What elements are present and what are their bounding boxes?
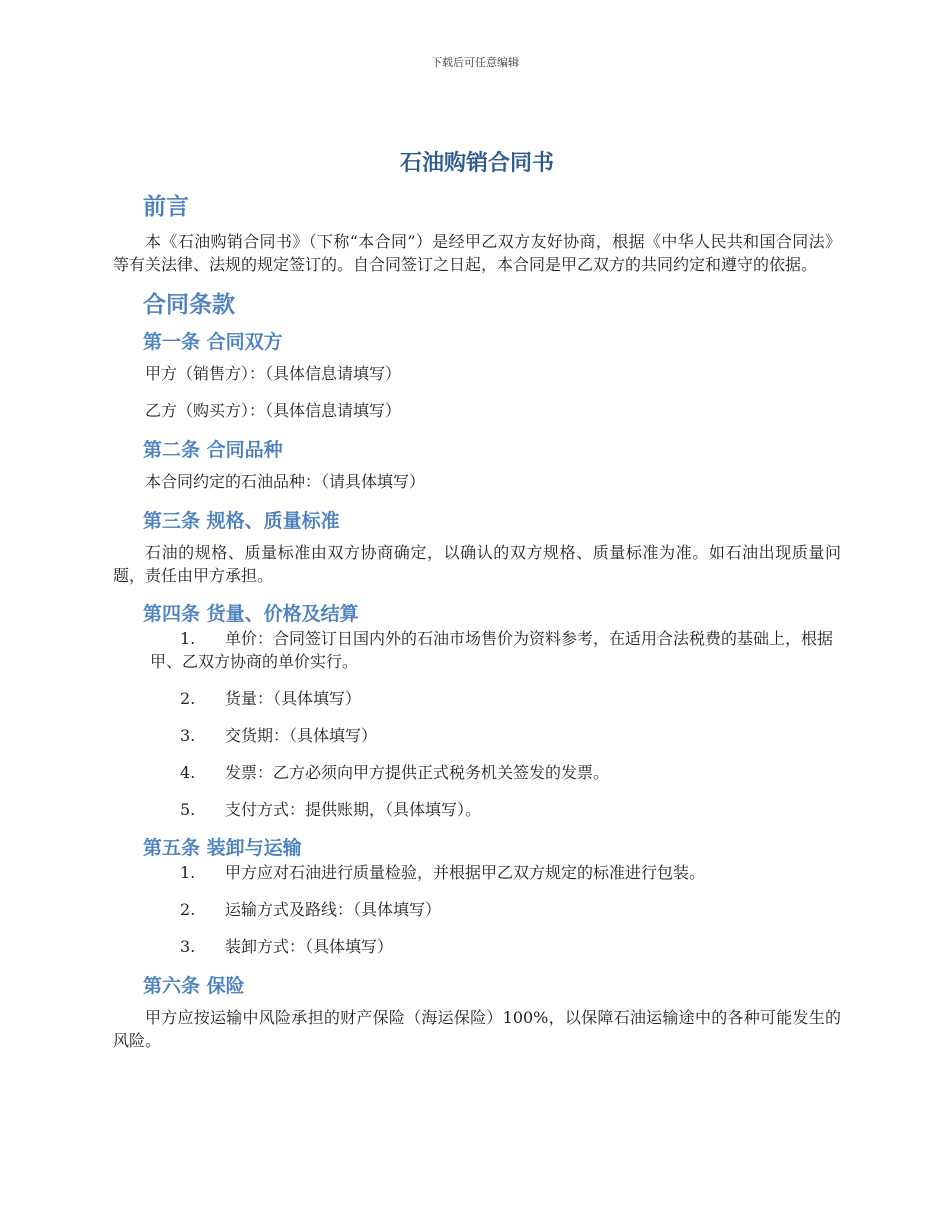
article-2-heading: 第二条 合同品种 (143, 439, 283, 461)
list-item-text: 货量：（具体填写） (225, 689, 362, 708)
terms-heading: 合同条款 (143, 292, 235, 318)
list-item-text: 交货期：（具体填写） (225, 726, 378, 745)
list-number: 5. (180, 800, 196, 819)
list-item (113, 761, 841, 784)
party-a-line: 甲方（销售方）：（具体信息请填写） (145, 364, 402, 383)
document-title: 石油购销合同书 (399, 151, 554, 176)
list-item-text: 甲方应对石油进行质量检验，并根据甲乙双方规定的标准进行包装。 (225, 863, 706, 882)
header-note: 下载后可任意编辑 (431, 56, 519, 69)
list-item (113, 627, 841, 673)
list-item (113, 935, 841, 958)
article-3-text: 石油的规格、质量标准由双方协商确定，以确认的双方规格、质量标准为准。如石油出现质量问题，责任由甲方承担。 (113, 543, 841, 585)
list-item-text: 装卸方式：（具体填写） (225, 937, 394, 956)
list-item (113, 861, 841, 884)
list-number: 3. (180, 726, 196, 745)
article-5-list (113, 861, 841, 958)
list-item (113, 898, 841, 921)
list-number: 2. (180, 900, 196, 919)
article-6-text: 甲方应按运输中风险承担的财产保险（海运保险）100%，以保障石油运输途中的各种可能发生的风险。 (113, 1008, 841, 1050)
list-number: 1. (180, 629, 196, 648)
article-2-text: 本合同约定的石油品种：（请具体填写） (145, 472, 426, 491)
list-item-text: 单价：合同签订日国内外的石油市场售价为资料参考，在适用合法税费的基础上，根据甲、乙双方协商的单价实行。 (150, 629, 834, 671)
article-4-heading: 第四条 货量、价格及结算 (143, 603, 359, 625)
article-3-heading: 第三条 规格、质量标准 (143, 510, 340, 532)
party-b-line: 乙方（购买方）：（具体信息请填写） (145, 401, 402, 420)
article-5-heading: 第五条 装卸与运输 (143, 837, 302, 859)
list-item (113, 687, 841, 710)
list-item (113, 724, 841, 747)
preface-heading: 前言 (143, 194, 189, 220)
article-4-list (113, 627, 841, 821)
list-number: 2. (180, 689, 196, 708)
list-item-text: 运输方式及路线：（具体填写） (225, 900, 442, 919)
article-1-heading: 第一条 合同双方 (143, 331, 283, 353)
list-item-text: 支付方式：提供账期，（具体填写）。 (225, 800, 482, 819)
list-number: 3. (180, 937, 196, 956)
list-item-text: 发票：乙方必须向甲方提供正式税务机关签发的发票。 (225, 763, 610, 782)
document-body (113, 148, 841, 1066)
list-number: 1. (180, 863, 196, 882)
list-number: 4. (180, 763, 196, 782)
article-6-heading: 第六条 保险 (143, 975, 245, 997)
list-item (113, 798, 841, 821)
preface-text: 本《石油购销合同书》（下称“本合同”）是经甲乙双方友好协商，根据《中华人民共和国合同法》等有关法律、法规的规定签订的。自合同签订之日起，本合同是甲乙双方的共同约定和遵守的依据。 (113, 232, 841, 274)
